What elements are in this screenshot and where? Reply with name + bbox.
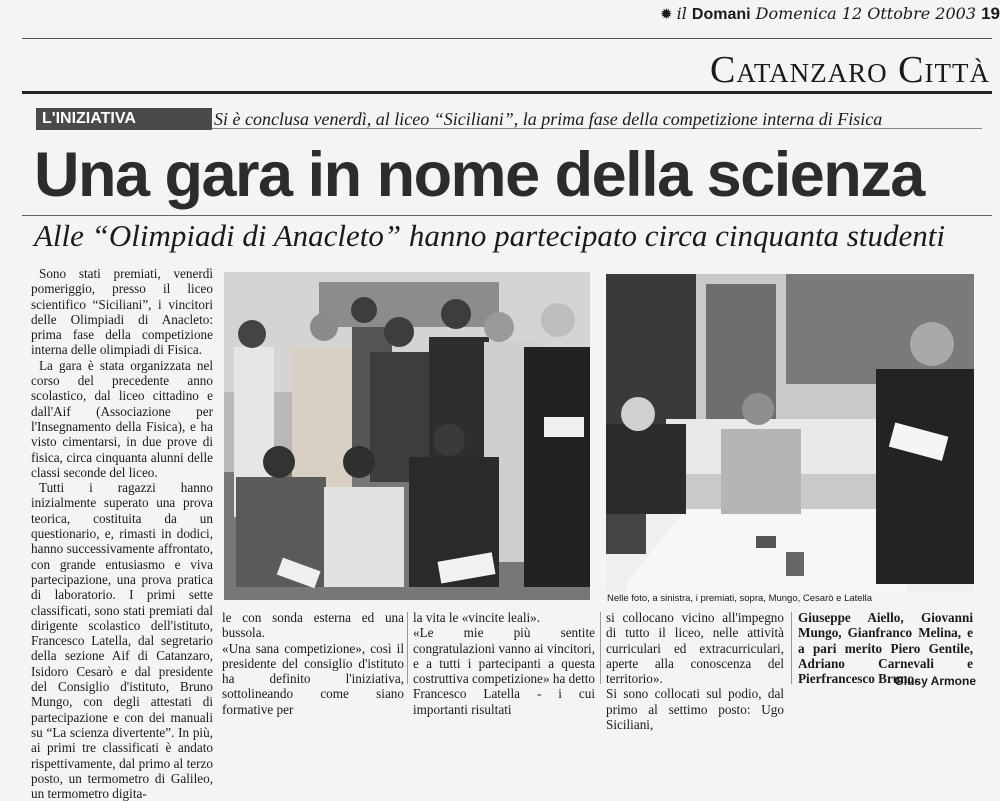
- sun-logo-icon: ✹: [660, 5, 673, 23]
- article-column-1: [31, 266, 213, 801]
- column-divider: [407, 612, 408, 684]
- byline: Giusy Armone: [894, 674, 976, 688]
- article-column-5: Giuseppe Aiello, Giovanni Mungo, Gianfranco Melina, e a pari merito Piero Gentile, Adriano Carnevali e Pierfrancesco Bruno.: [798, 610, 973, 687]
- photo-caption: Nelle foto, a sinistra, i premiati, sopra, Mungo, Cesarò e Latella: [607, 593, 873, 604]
- article-column-2: le con sonda esterna ed una bussola. «Una sana competizione», così il presidente del consiglio d'istituto ha definito l'iniziativa, sottolineando come siano formative per: [222, 610, 404, 717]
- paragraph: Tutti i ragazzi hanno inizialmente superato una prova teorica, costituita da un questionario, e, rimasti in dodici, hanno successivamente affrontato, con grande entusiasmo e viva partecipazione, una prova pratica di laboratorio. I primi sette classificati, sono stati premiati dal dirigente scolastico dell'istituto, Francesco Latella, dal segretario della sezione Aif di Catanzaro, Isidoro Cesarò e dal presidente del Consiglio d'istituto, Bruno Mungo, con degli attestati di partecipazione e con dei manuali su “La scienza divertente”. In più, ai primi tre classificati è andato rispettivamente, dal primo al terzo posto, un termometro di Galileo, un termometro digita-: [31, 480, 213, 801]
- photo-officials: [606, 274, 974, 591]
- article-column-3: la vita le «vincite leali». «Le mie più sentite congratulazioni vanno ai vincitori, e a tutti i partecipanti a questa costruttiva competizione» ha detto Francesco Latella - i cui importanti risultati: [413, 610, 596, 717]
- section-rule: [22, 91, 992, 94]
- overline: Si è conclusa venerdì, al liceo “Siciliani”, la prima fase della competizione interna di Fisica: [214, 109, 883, 129]
- paragraph: La gara è stata organizzata nel corso del precedente anno scolastico, dal liceo cittadino e dall'Aif (Associazione per l'Insegnamento della Fisica), e ha visto cimentarsi, in due prove di fisica, circa cinquanta alunni delle classi seconde del liceo.: [31, 357, 213, 480]
- masthead: [660, 4, 1000, 24]
- page-number: 19: [981, 4, 1000, 23]
- column-divider: [791, 612, 792, 684]
- photo-prize-winners: [224, 272, 590, 600]
- kicker-label: L'INIZIATIVA: [36, 108, 212, 130]
- paragraph: Sono stati premiati, venerdì pomeriggio, presso il liceo scientifico “Siciliani”, i vincitori delle Olimpiadi di Anacleto: prima fase della competizione interna delle olimpiadi di Fisica.: [31, 266, 213, 358]
- subheadline: Alle “Olimpiadi di Anacleto” hanno partecipato circa cinquanta studenti: [34, 218, 945, 253]
- masthead-il: il: [676, 4, 687, 23]
- headline-rule: [22, 215, 992, 216]
- section-title: Catanzaro Città: [710, 49, 990, 91]
- newspaper-name: Domani: [691, 6, 751, 23]
- article-column-4: si collocano vicino all'impegno di tutto il liceo, nelle attività curriculari ed extracurriculari, aperte alla conoscenza del territorio». Si sono collocati sul podio, dal primo al settimo posto: Ugo Siciliani,: [606, 610, 784, 733]
- column-divider: [600, 612, 601, 684]
- headline: Una gara in nome della scienza: [34, 140, 924, 210]
- issue-date: Domenica 12 Ottobre 2003: [755, 4, 976, 23]
- top-rule: [22, 38, 992, 39]
